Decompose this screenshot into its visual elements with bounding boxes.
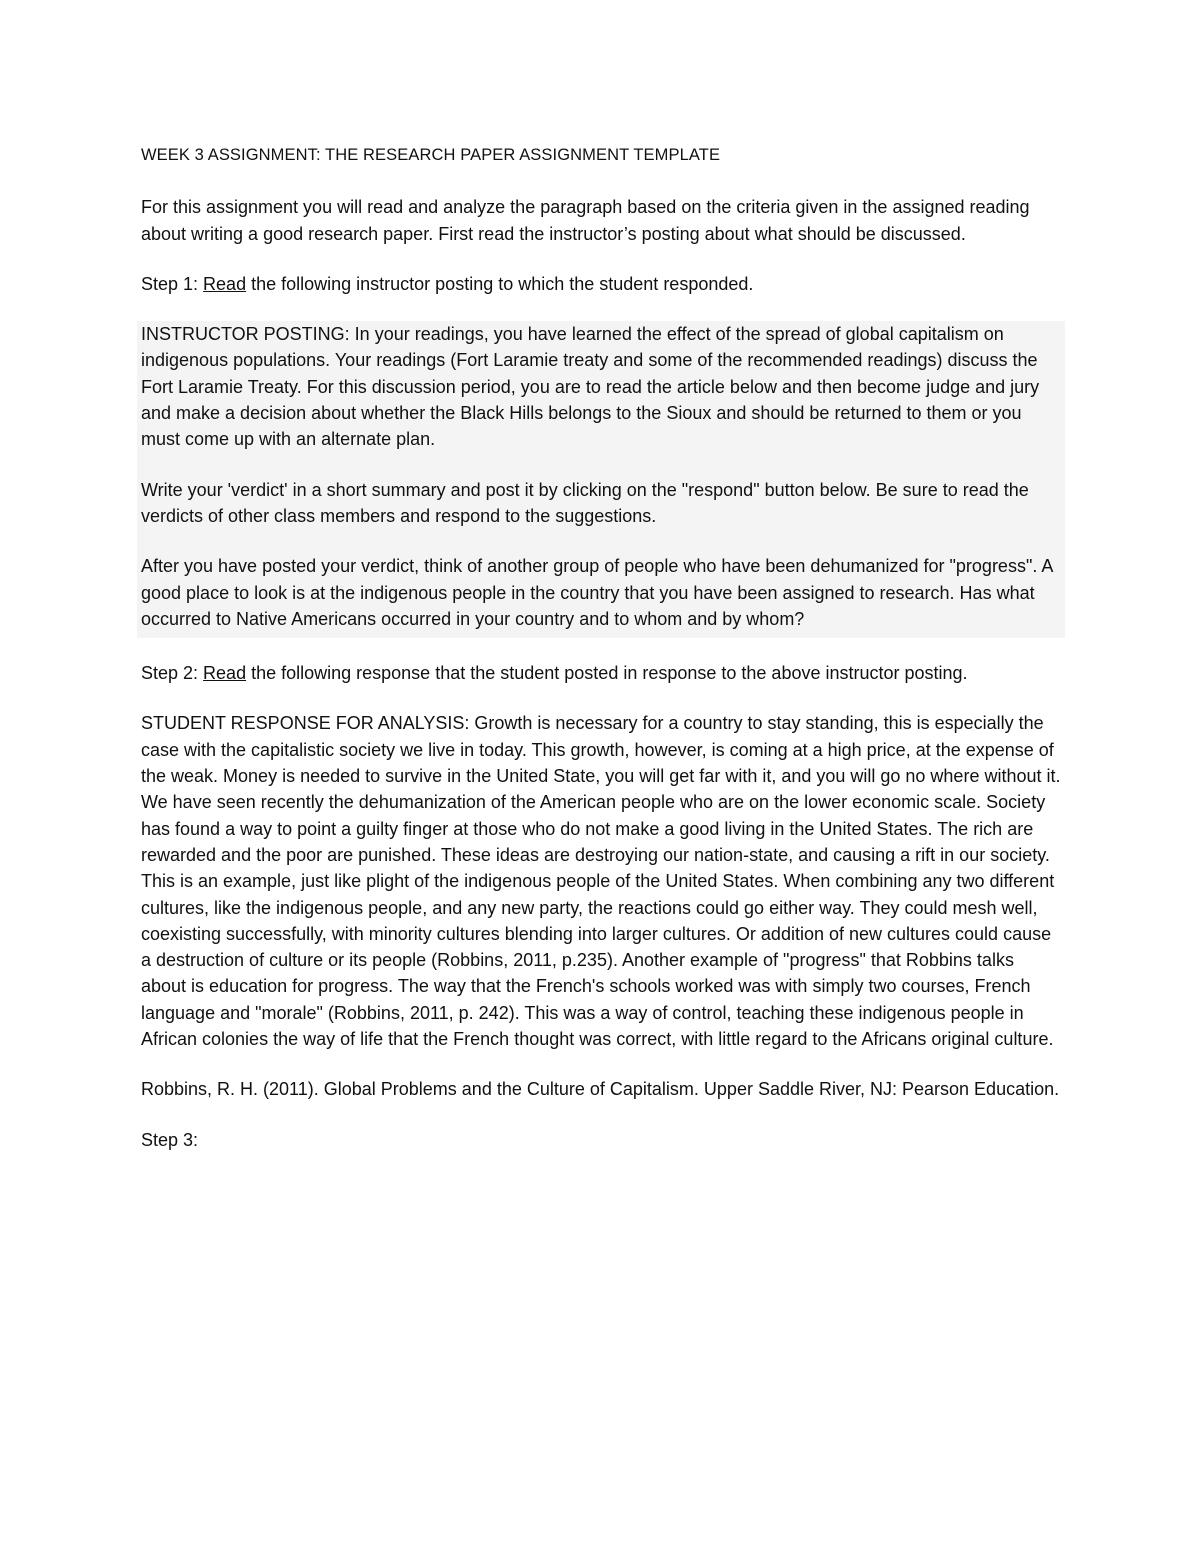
instructor-posting-paragraph-1: INSTRUCTOR POSTING: In your readings, you have learned the effect of the spread of global capitalism on indigenous populations. Your readings (Fort Laramie treaty and some of the recommended readings) discuss the Fort Laramie Treaty. For this discussion period, you are to read the article below and then become judge and jury and make a decision about whether the Black Hills belongs to the Sioux and should be returned to them or you must come up with an alternate plan.	[141, 324, 1040, 450]
instructor-posting-block	[137, 321, 1065, 638]
reference-citation: Robbins, R. H. (2011). Global Problems and the Culture of Capitalism. Upper Saddle River, NJ: Pearson Education.	[141, 1079, 1060, 1100]
instructor-posting-paragraph-2: Write your 'verdict' in a short summary and post it by clicking on the "respond" button below. Be sure to read the verdicts of other class members and respond to the suggestions.	[141, 479, 1029, 526]
step-2-text: the following response that the student posted in response to the above instructor posting.	[246, 663, 968, 684]
student-response-paragraph: STUDENT RESPONSE FOR ANALYSIS: Growth is necessary for a country to stay standing, this is especially the case with the capitalistic society we live in today. This growth, however, is coming at a high price, at the expense of the weak. Money is needed to survive in the United State, you will get far with it, and you will go no where without it. We have seen recently the dehumanization of the American people who are on the lower economic scale. Society has found a way to point a guilty finger at those who do not make a good living in the United States. The rich are rewarded and the poor are punished. These ideas are destroying our nation-state, and causing a rift in our society. This is an example, just like plight of the indigenous people of the United States. When combining any two different cultures, like the indigenous people, and any new party, the reactions could go either way. They could mesh well, coexisting successfully, with minority cultures blending into larger cultures. Or addition of new cultures could cause a destruction of culture or its people (Robbins, 2011, p.235). Another example of "progress" that Robbins talks about is education for progress. The way that the French's schools worked was with simply two courses, French language and "morale" (Robbins, 2011, p. 242). This was a way of control, teaching these indigenous people in African colonies the way of life that the French thought was correct, with little regard to the Africans original culture.	[141, 713, 1061, 1050]
instructor-posting-paragraph-3: After you have posted your verdict, think of another group of people who have been dehumanized for "progress". A good place to look is at the indigenous people in the country that you have been assigned to research. Has what occurred to Native Americans occurred in your country and to whom and by whom?	[141, 556, 1053, 629]
step-1-text: the following instructor posting to which the student responded.	[246, 273, 754, 294]
step-2	[141, 660, 1061, 686]
step-1	[141, 271, 1061, 297]
step-3: Step 3:	[141, 1129, 199, 1150]
step-1-prefix: Step 1:	[141, 273, 204, 294]
assignment-title: WEEK 3 ASSIGNMENT: THE RESEARCH PAPER ASSIGNMENT TEMPLATE	[141, 146, 721, 164]
intro-paragraph: For this assignment you will read and analyze the paragraph based on the criteria given in the assigned reading about writing a good research paper. First read the instructor’s posting about what should be discussed.	[141, 197, 1030, 244]
step-2-read: Read	[203, 663, 247, 684]
step-1-read: Read	[203, 273, 247, 294]
document-page	[141, 142, 1061, 1177]
step-2-prefix: Step 2:	[141, 663, 204, 684]
